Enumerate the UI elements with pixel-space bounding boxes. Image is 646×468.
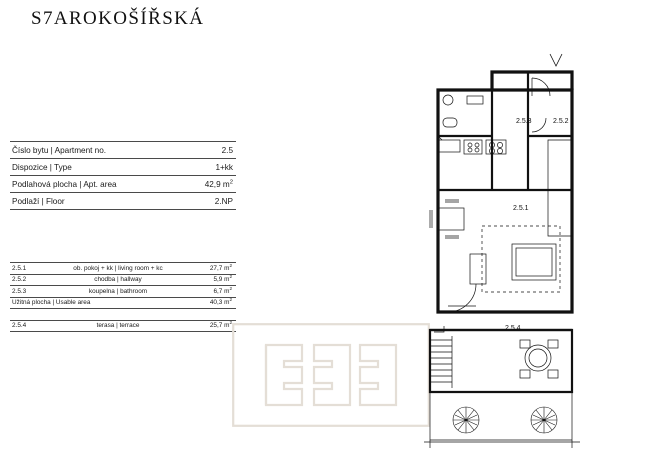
- table-row: [10, 263, 236, 275]
- shrub-icon: [453, 407, 557, 433]
- watermark-logo: [232, 323, 430, 427]
- north-arrow-icon: [550, 54, 562, 66]
- apartment-info-table: [10, 141, 236, 210]
- room-areas-table: [10, 262, 236, 332]
- room-code: 2.5.2: [10, 274, 40, 286]
- info-label: Dispozice | Type: [10, 159, 183, 176]
- room-name: chodba | hallway: [40, 274, 196, 286]
- table-row: [10, 176, 236, 193]
- room-name: ob. pokoj + kk | living room + kc: [40, 263, 196, 275]
- info-value: 2.5: [183, 142, 236, 159]
- info-label: Číslo bytu | Apartment no.: [10, 142, 183, 159]
- room-label-2-5-4: 2.5.4: [505, 325, 521, 332]
- table-spacer: [10, 309, 236, 321]
- room-area: 6,7 $m^2$: [196, 286, 236, 298]
- page-title: S7AROKOŠÍŘSKÁ: [31, 8, 205, 29]
- room-code: 2.5.3: [10, 286, 40, 298]
- room-area: 25,7 $m^2$: [196, 320, 236, 332]
- room-area: 27,7 $m^2$: [196, 263, 236, 275]
- info-value: 42,9 $m^2$: [183, 176, 236, 193]
- room-label-2-5-3: 2.5.3: [516, 118, 532, 125]
- table-row: [10, 159, 236, 176]
- room-code: 2.5.4: [10, 320, 40, 332]
- room-code: 2.5.1: [10, 263, 40, 275]
- info-value: 2.NP: [183, 193, 236, 210]
- table-row: [10, 274, 236, 286]
- table-row: [10, 286, 236, 298]
- room-label-2-5-2: 2.5.2: [553, 118, 569, 125]
- usable-area-value: 40,3 $m^2$: [196, 297, 236, 309]
- info-label: Podlahová plocha | Apt. area: [10, 176, 183, 193]
- usable-area-label: Užitná plocha | Usable area: [10, 297, 196, 309]
- room-label-2-5-1: 2.5.1: [513, 205, 529, 212]
- room-area: 5,9 $m^2$: [196, 274, 236, 286]
- room-name: koupelna | bathroom: [40, 286, 196, 298]
- room-name: terasa | terrace: [40, 320, 196, 332]
- table-row-terrace: [10, 320, 236, 332]
- table-row-usable-area: [10, 297, 236, 309]
- table-row: [10, 193, 236, 210]
- info-label: Podlaží | Floor: [10, 193, 183, 210]
- table-row: [10, 142, 236, 159]
- floor-plan: [420, 40, 640, 452]
- info-value: 1+kk: [183, 159, 236, 176]
